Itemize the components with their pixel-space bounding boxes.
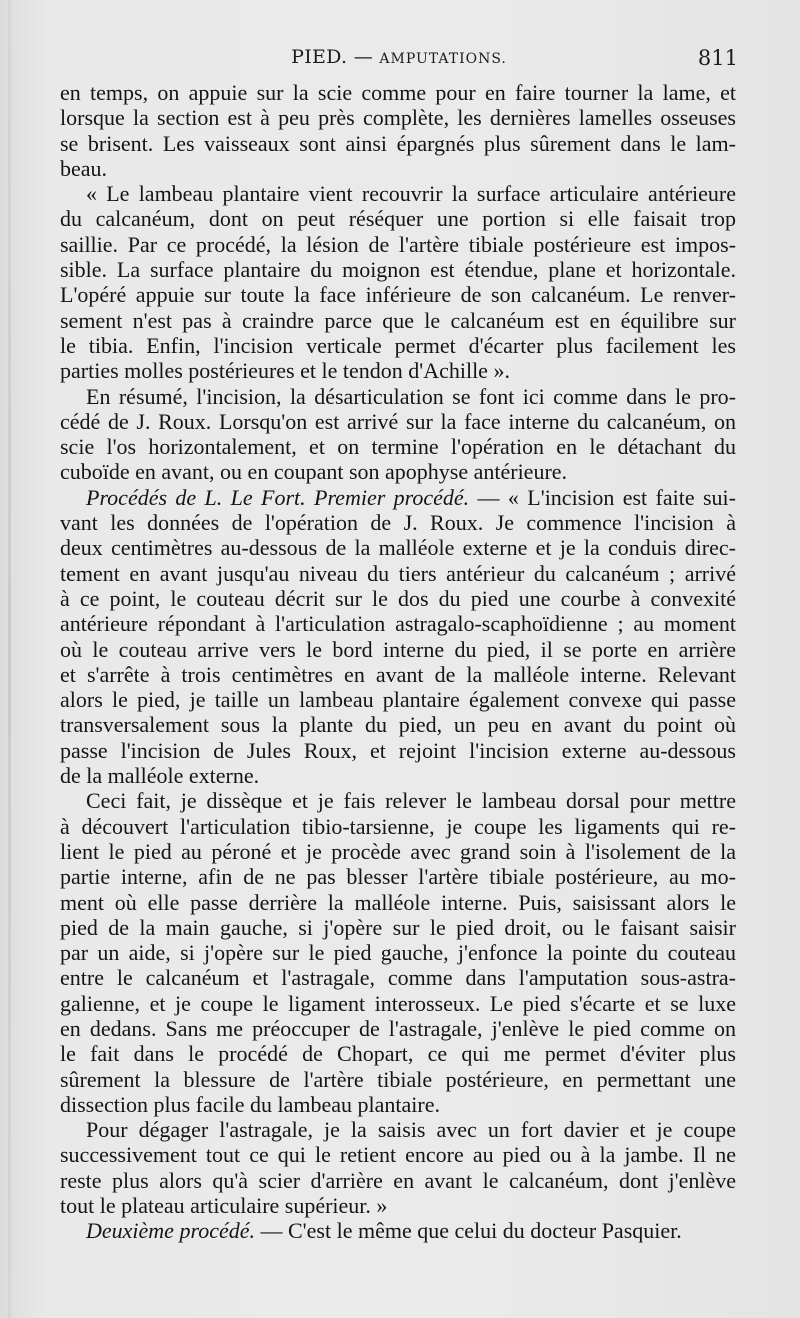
text-line: lorsque la section est à peu près complète, les dernières lamelles osseuses: [60, 105, 736, 131]
text-line: lient le pied au péroné et je procède avec grand soin à l'isolement de la: [60, 838, 736, 864]
text-line: deux centimètres au-dessous de la malléole externe et je la conduis direc-: [60, 535, 736, 561]
text-line: Ceci fait, je dissèque et je fais relever le lambeau dorsal pour mettre: [86, 788, 736, 814]
paragraph-p6: [60, 1117, 736, 1218]
page-body: [60, 80, 736, 1244]
text-line: dissection plus facile du lambeau plantaire.: [60, 1091, 440, 1117]
text-line: partie interne, afin de ne pas blesser l'artère tibiale postérieure, au mo-: [60, 864, 736, 890]
text-line: galienne, et je coupe le ligament interosseux. Le pied s'écarte et se luxe: [60, 990, 736, 1016]
text-line: le fait dans le procédé de Chopart, ce qui me permet d'éviter plus: [60, 1041, 736, 1067]
text-line: beau.: [60, 155, 108, 181]
text-line: où le couteau arrive vers le bord interne du pied, il se porte en arrière: [60, 636, 736, 662]
text-line: saillie. Par ce procédé, la lésion de l'artère tibiale postérieure est impos-: [60, 231, 736, 257]
paragraph-p5: [60, 788, 736, 1117]
italic-lead: Deuxième procédé.: [86, 1218, 255, 1244]
text-line: En résumé, l'incision, la désarticulation se font ici comme dans le pro-: [86, 383, 736, 409]
text-line: sûrement la blessure de l'artère tibiale postérieure, en permettant une: [60, 1066, 736, 1092]
text-line: cuboïde en avant, ou en coupant son apophyse antérieure.: [60, 459, 568, 485]
text-line: passe l'incision de Jules Roux, et rejoint l'incision externe au-dessous: [60, 737, 736, 763]
line-text: — C'est le même que celui du docteur Pasquier.: [255, 1218, 682, 1244]
text-line: par un aide, si j'opère sur le pied gauche, j'enfonce la pointe du couteau: [60, 940, 736, 966]
text-line: tout le plateau articulaire supérieur. »: [60, 1193, 388, 1219]
text-line: tement en avant jusqu'au niveau du tiers antérieur du calcanéum ; arrivé: [60, 560, 736, 586]
text-line: cédé de J. Roux. Lorsqu'on est arrivé sur la face interne du calcanéum, on: [60, 408, 736, 434]
text-line: vant les données de l'opération de J. Roux. Je commence l'incision à: [60, 510, 736, 536]
text-line: [60, 1218, 736, 1243]
text-line: pied de la main gauche, si j'opère sur le pied droit, ou le faisant saisir: [60, 914, 736, 940]
text-line: sement n'est pas à craindre parce que le calcanéum est en équilibre sur: [60, 307, 736, 333]
text-line: en dedans. Sans me préoccuper de l'astragale, j'enlève le pied comme on: [60, 1015, 736, 1041]
paragraph-p7: [60, 1218, 736, 1243]
text-line: en temps, on appuie sur la scie comme pour en faire tourner la lame, et: [60, 80, 736, 105]
line-text: — « L'incision est faite sui-: [469, 484, 736, 510]
text-line: se brisent. Les vaisseaux sont ainsi épargnés plus sûrement dans le lam-: [60, 130, 736, 156]
binding-shadow: [8, 0, 11, 1318]
text-line: du calcanéum, dont on peut réséquer une portion si elle faisait trop: [60, 206, 736, 232]
text-line: à ce point, le couteau décrit sur le dos du pied une courbe à convexité: [60, 585, 736, 611]
running-head: [60, 46, 738, 68]
text-line: L'opéré appuie sur toute la face inférieure de son calcanéum. Le renver-: [60, 282, 736, 308]
text-line: sible. La surface plantaire du moignon est étendue, plane et horizontale.: [60, 257, 736, 283]
page-header: [60, 42, 738, 78]
text-line: entre le calcanéum et l'astragale, comme dans l'amputation sous-astra-: [60, 965, 736, 991]
text-line: « Le lambeau plantaire vient recouvrir la surface articulaire antérieure: [86, 181, 736, 207]
text-line: reste plus alors qu'à scier d'arrière en avant le calcanéum, dont j'enlève: [60, 1167, 736, 1193]
text-line: à découvert l'articulation tibio-tarsienne, je coupe les ligaments qui re-: [60, 813, 736, 839]
text-line: Pour dégager l'astragale, je la saisis avec un fort davier et je coupe: [86, 1117, 736, 1143]
text-line: ment où elle passe derrière la malléole interne. Puis, saisissant alors le: [60, 889, 736, 915]
text-line: transversalement sous la plante du pied, un peu en avant du point où: [60, 712, 736, 738]
italic-lead: Procédés de L. Le Fort. Premier procédé.: [86, 484, 470, 510]
text-line: scie l'os horizontalement, et on termine l'opération en le détachant du: [60, 434, 736, 460]
text-line: le tibia. Enfin, l'incision verticale permet d'écarter plus facilement les: [60, 332, 736, 358]
text-line: successivement tout ce qui le retient encore au pied ou à la jambe. Il ne: [60, 1142, 736, 1168]
text-line: antérieure répondant à l'articulation astragalo-scaphoïdienne ; au moment: [60, 611, 736, 637]
text-line: alors le pied, je taille un lambeau plantaire également convexe qui passe: [60, 687, 736, 713]
running-section: AMPUTATIONS.: [379, 51, 507, 67]
paragraph-p4: [60, 485, 736, 789]
text-line: [60, 485, 736, 510]
paragraph-p3: [60, 384, 736, 485]
text-line: parties molles postérieures et le tendon d'Achille ».: [60, 358, 510, 384]
text-line: et s'arrête à trois centimètres en avant de la malléole interne. Relevant: [60, 661, 736, 687]
page-number: 811: [697, 46, 738, 70]
text-line: de la malléole externe.: [60, 763, 260, 789]
paragraph-p1: [60, 80, 736, 181]
running-dash: —: [353, 46, 374, 68]
paragraph-p2: [60, 181, 736, 383]
running-title: PIED.: [291, 46, 348, 68]
